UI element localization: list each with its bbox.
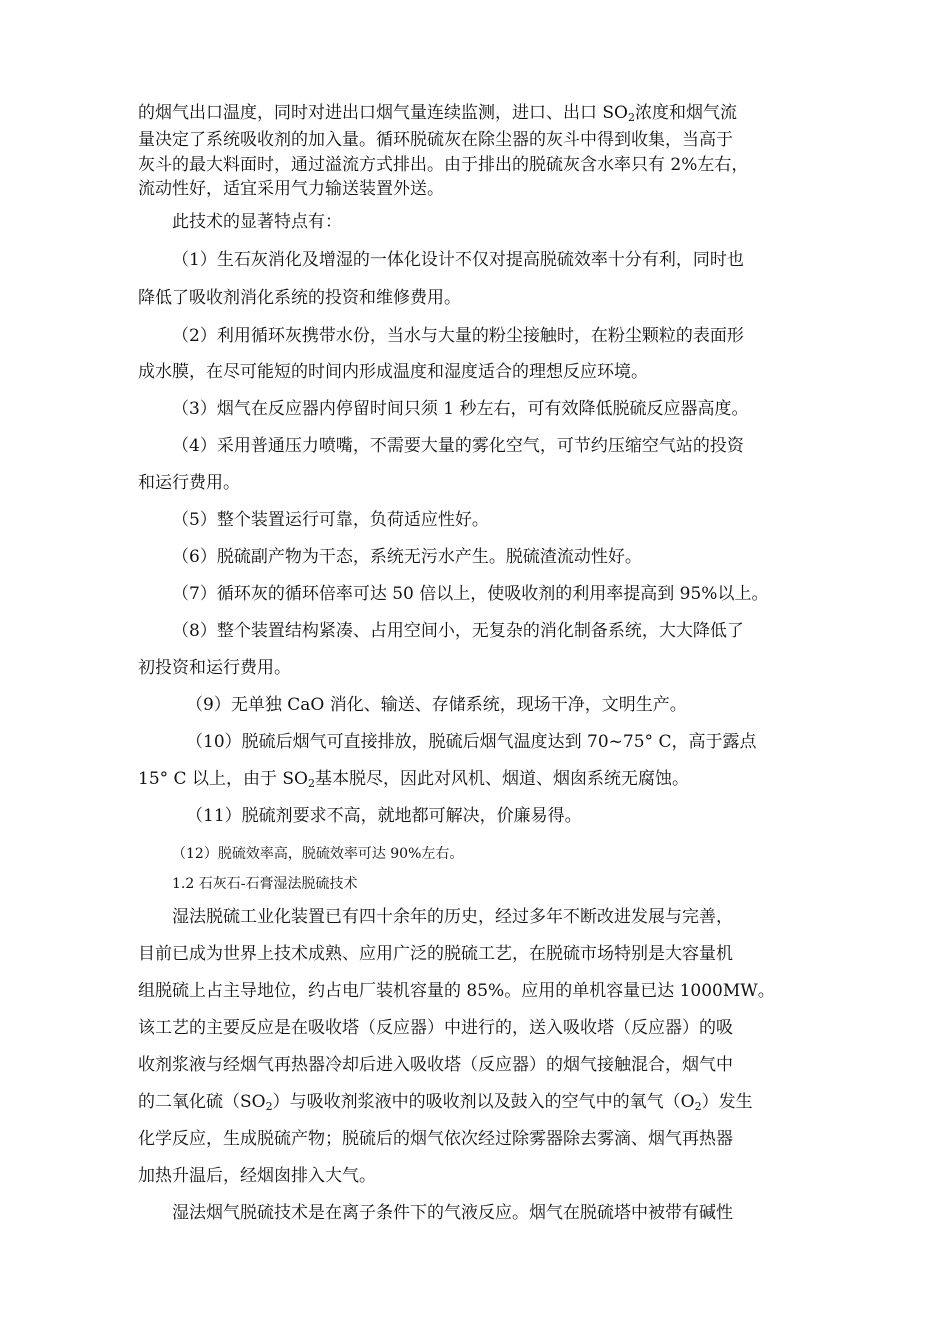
paragraph-line: 的二氧化硫$(SO_2)$与吸收剂浆液中的吸收剂以及鼓入的空气中的氧气$(O_2)$发生: [138, 1092, 753, 1113]
list-item-cont: 初投资和运行费用。: [138, 658, 291, 678]
list-item-cont: 和运行费用。: [138, 473, 240, 493]
list-item: （1）生石灰消化及增湿的一体化设计不仅对提高脱硫效率十分有利，同时也: [172, 250, 744, 270]
intro-line: 此技术的显著特点有：: [172, 212, 342, 232]
section-heading: 1.2 石灰石-石膏湿法脱硫技术: [172, 876, 358, 892]
list-item: （7）循环灰的循环倍率可达 50 倍以上，使吸收剂的利用率提高到 95%以上。: [172, 584, 769, 604]
paragraph-line: 湿法脱硫工业化装置已有四十余年的历史，经过多年不断改进发展与完善，: [172, 907, 733, 927]
paragraph-line: 灰斗的最大料面时，通过溢流方式排出。由于排出的脱硫灰含水率只有 2%左右，: [138, 155, 749, 175]
list-item: （12）脱硫效率高，脱硫效率可达 90%左右。: [172, 846, 464, 862]
list-item: （5）整个装置运行可靠，负荷适应性好。: [172, 510, 489, 530]
paragraph-line: 化学反应，生成脱硫产物；脱硫后的烟气依次经过除雾器除去雾滴、烟气再热器: [138, 1129, 733, 1149]
paragraph-line: 加热升温后，经烟囱排入大气。: [138, 1166, 376, 1186]
list-item: （4）采用普通压力喷嘴，不需要大量的雾化空气，可节约压缩空气站的投资: [172, 436, 744, 456]
list-item-cont: 成水膜，在尽可能短的时间内形成温度和湿度适合的理想反应环境。: [138, 362, 648, 382]
paragraph-line: 的烟气出口温度，同时对进出口烟气量连续监测，进口、出口 $SO_2$浓度和烟气流: [138, 103, 738, 124]
paragraph-line: 组脱硫上占主导地位，约占电厂装机容量的 85%。应用的单机容量已达 1000MW。: [138, 981, 775, 1001]
list-item: （6）脱硫副产物为干态，系统无污水产生。脱硫渣流动性好。: [172, 547, 642, 567]
list-item-cont: 降低了吸收剂消化系统的投资和维修费用。: [138, 288, 461, 308]
paragraph-line: 该工艺的主要反应是在吸收塔（反应器）中进行的，送入吸收塔（反应器）的吸: [138, 1018, 733, 1038]
list-item: （11）脱硫剂要求不高，就地都可解决，价廉易得。: [186, 806, 582, 826]
list-item-cont: 15° C 以上，由于 $SO_2$基本脱尽，因此对风机、烟道、烟囱系统无腐蚀。: [138, 769, 689, 790]
list-item: （2）利用循环灰携带水份，当水与大量的粉尘接触时，在粉尘颗粒的表面形: [172, 326, 744, 346]
list-item: （3）烟气在反应器内停留时间只须 1 秒左右，可有效降低脱硫反应器高度。: [172, 399, 749, 419]
list-item: （10）脱硫后烟气可直接排放，脱硫后烟气温度达到 70~75° C，高于露点: [186, 732, 757, 752]
list-item: （8）整个装置结构紧凑、占用空间小，无复杂的消化制备系统，大大降低了: [172, 621, 744, 641]
paragraph-line: 目前已成为世界上技术成熟、应用广泛的脱硫工艺，在脱硫市场特别是大容量机: [138, 944, 733, 964]
paragraph-line: 量决定了系统吸收剂的加入量。循环脱硫灰在除尘器的灰斗中得到收集，当高于: [138, 130, 733, 150]
paragraph-line: 收剂浆液与经烟气再热器冷却后进入吸收塔（反应器）的烟气接触混合，烟气中: [138, 1055, 733, 1075]
list-item: （9）无单独 CaO 消化、输送、存储系统，现场干净，文明生产。: [186, 695, 687, 715]
paragraph-line: 湿法烟气脱硫技术是在离子条件下的气液反应。烟气在脱硫塔中被带有碱性: [172, 1203, 733, 1223]
paragraph-line: 流动性好，适宜采用气力输送装置外送。: [138, 179, 444, 199]
